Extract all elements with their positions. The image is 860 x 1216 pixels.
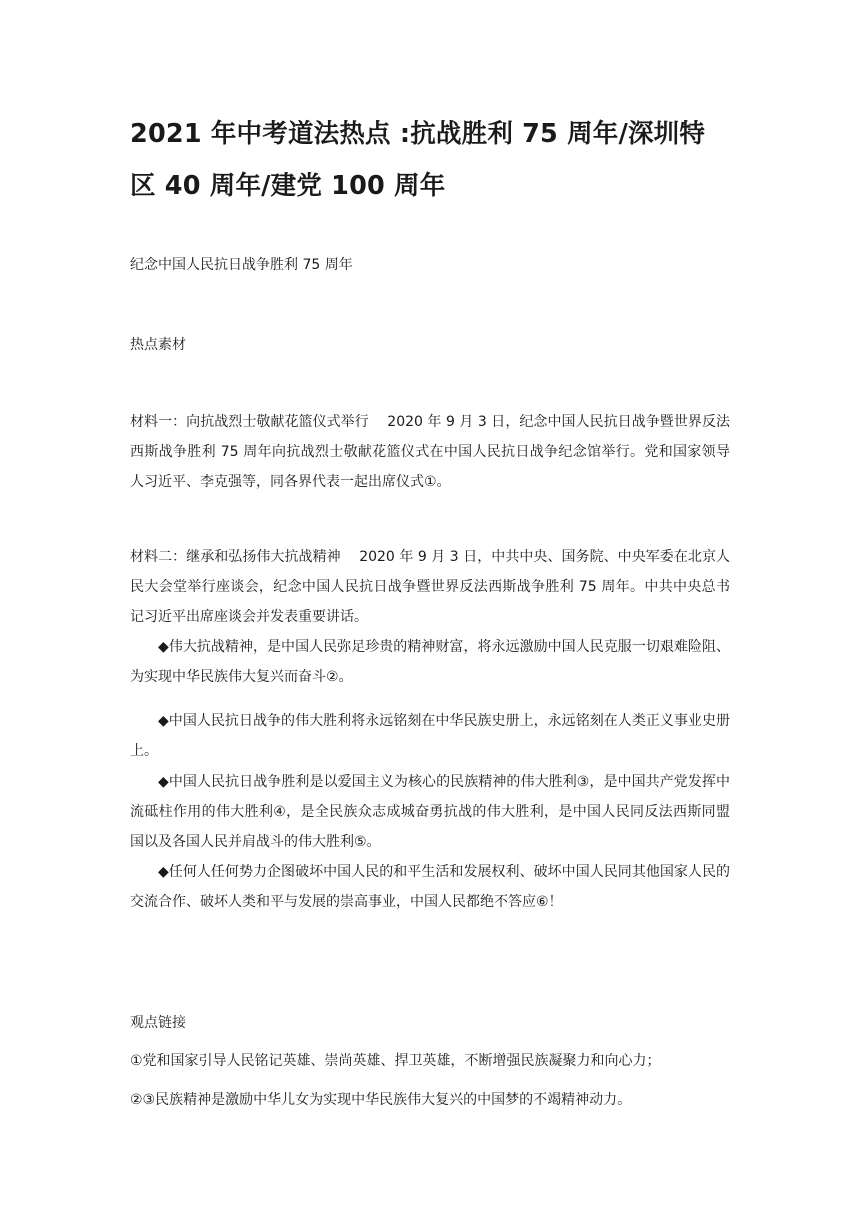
section-heading: 纪念中国人民抗日战争胜利 75 周年 (130, 257, 353, 273)
material-one-paragraph: 材料一：向抗战烈士敬献花篮仪式举行 2020 年 9 月 3 日，纪念中国人民抗日战争暨世界反法西斯战争胜利 75 周年向抗战烈士敬献花篮仪式在中国人民抗日战争纪念馆举行。党和国家领导人习近平、李克强等，同各界代表一起出席仪式①。 (130, 414, 730, 490)
hot-material-label: 热点素材 (130, 337, 186, 353)
viewpoint-label: 观点链接 (130, 1015, 186, 1031)
bullet-paragraph: ◆伟大抗战精神，是中国人民弥足珍贵的精神财富，将永远激励中国人民克服一切艰难险阻、为实现中华民族伟大复兴而奋斗②。 (130, 639, 730, 685)
material-two-paragraph: 材料二：继承和弘扬伟大抗战精神 2020 年 9 月 3 日，中共中央、国务院、中央军委在北京人民大会堂举行座谈会，纪念中国人民抗日战争暨世界反法西斯战争胜利 75 周年。中共中央总书记习近平出席座谈会并发表重要讲话。 (130, 549, 730, 625)
viewpoint-item: ②③民族精神是激励中华儿女为实现中华民族伟大复兴的中国梦的不竭精神动力。 (130, 1092, 632, 1108)
document-title: 2021 年中考道法热点 :抗战胜利 75 周年/深圳特区 40 周年/建党 100 周年 (130, 119, 706, 201)
bullet-paragraph: ◆中国人民抗日战争的伟大胜利将永远铭刻在中华民族史册上，永远铭刻在人类正义事业史册上。 (130, 713, 730, 759)
bullet-paragraph: ◆中国人民抗日战争胜利是以爱国主义为核心的民族精神的伟大胜利③，是中国共产党发挥中流砥柱作用的伟大胜利④，是全民族众志成城奋勇抗战的伟大胜利，是中国人民同反法西斯同盟国以及各国人民并肩战斗的伟大胜利⑤。 (130, 774, 730, 850)
viewpoint-item: ①党和国家引导人民铭记英雄、崇尚英雄、捍卫英雄，不断增强民族凝聚力和向心力； (130, 1053, 661, 1069)
bullet-paragraph: ◆任何人任何势力企图破坏中国人民的和平生活和发展权利、破坏中国人民同其他国家人民的交流合作、破坏人类和平与发展的崇高事业，中国人民都绝不答应⑥！ (130, 864, 730, 910)
